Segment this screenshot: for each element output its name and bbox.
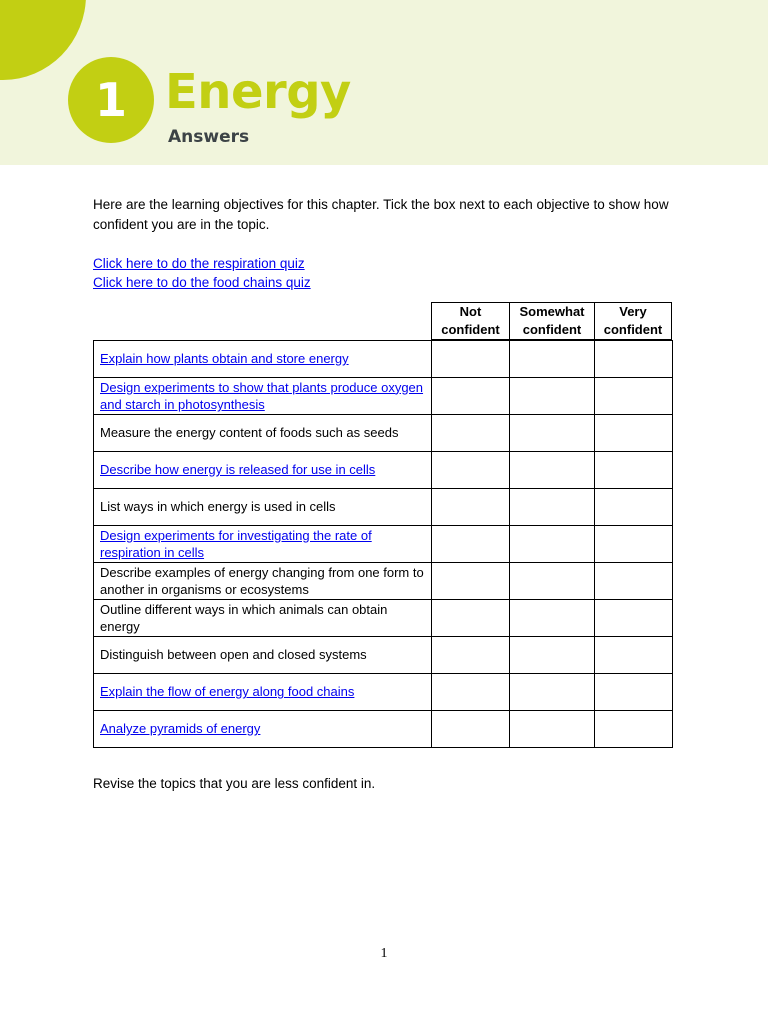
header-somewhat-confident: Somewhat confident	[510, 303, 595, 340]
tick-box-not-confident[interactable]	[432, 341, 510, 378]
objective-row	[94, 526, 673, 563]
tick-box-not-confident[interactable]	[432, 711, 510, 748]
tick-box-very-confident[interactable]	[595, 711, 673, 748]
objective-text: Distinguish between open and closed systems	[100, 647, 367, 663]
tick-box-very-confident[interactable]	[595, 378, 673, 415]
tick-box-somewhat-confident[interactable]	[510, 600, 595, 637]
tick-box-somewhat-confident[interactable]	[510, 341, 595, 378]
objective-cell	[94, 341, 432, 378]
tick-box-not-confident[interactable]	[432, 674, 510, 711]
tick-box-very-confident[interactable]	[595, 489, 673, 526]
tick-box-not-confident[interactable]	[432, 378, 510, 415]
objective-row	[94, 674, 673, 711]
tick-box-very-confident[interactable]	[595, 452, 673, 489]
tick-box-not-confident[interactable]	[432, 600, 510, 637]
tick-box-very-confident[interactable]	[595, 415, 673, 452]
tick-box-not-confident[interactable]	[432, 637, 510, 674]
objective-cell	[94, 489, 432, 526]
header-very-confident: Very confident	[595, 303, 672, 340]
objective-cell	[94, 563, 432, 600]
objective-row	[94, 341, 673, 378]
chapter-number: 1	[94, 73, 127, 127]
objective-text: Outline different ways in which animals can obtain energy	[100, 601, 388, 634]
objective-row	[94, 415, 673, 452]
objective-text: List ways in which energy is used in cells	[100, 499, 336, 515]
tick-box-somewhat-confident[interactable]	[510, 674, 595, 711]
corner-decoration	[0, 0, 86, 80]
tick-box-not-confident[interactable]	[432, 526, 510, 563]
tick-box-very-confident[interactable]	[595, 600, 673, 637]
tick-box-somewhat-confident[interactable]	[510, 378, 595, 415]
objective-cell	[94, 378, 432, 415]
tick-box-somewhat-confident[interactable]	[510, 526, 595, 563]
objective-text: Describe examples of energy changing from one form to another in organisms or ecosystems	[100, 564, 424, 597]
tick-box-somewhat-confident[interactable]	[510, 563, 595, 600]
objectives-table	[93, 340, 673, 748]
tick-box-very-confident[interactable]	[595, 674, 673, 711]
tick-box-not-confident[interactable]	[432, 489, 510, 526]
tick-box-somewhat-confident[interactable]	[510, 489, 595, 526]
respiration-quiz-link[interactable]: Click here to do the respiration quiz	[93, 256, 305, 271]
tick-box-not-confident[interactable]	[432, 563, 510, 600]
chapter-number-badge	[68, 57, 154, 143]
tick-box-very-confident[interactable]	[595, 341, 673, 378]
tick-box-not-confident[interactable]	[432, 415, 510, 452]
confidence-header	[431, 302, 672, 340]
objective-link[interactable]: Design experiments to show that plants produce oxygen and starch in photosynthesis	[100, 379, 424, 412]
tick-box-very-confident[interactable]	[595, 637, 673, 674]
quiz-links	[93, 254, 311, 292]
tick-box-very-confident[interactable]	[595, 526, 673, 563]
header-band	[0, 0, 768, 165]
tick-box-somewhat-confident[interactable]	[510, 452, 595, 489]
objective-link[interactable]: Describe how energy is released for use in cells	[100, 462, 376, 478]
tick-box-somewhat-confident[interactable]	[510, 415, 595, 452]
tick-box-somewhat-confident[interactable]	[510, 637, 595, 674]
objective-text: Measure the energy content of foods such as seeds	[100, 425, 399, 441]
intro-text: Here are the learning objectives for this chapter. Tick the box next to each objective to show how confident you are in the topic.	[93, 197, 669, 232]
tick-box-very-confident[interactable]	[595, 563, 673, 600]
chapter-title: Energy	[165, 64, 351, 120]
food-chains-quiz-link[interactable]: Click here to do the food chains quiz	[93, 275, 311, 290]
objective-cell	[94, 674, 432, 711]
objective-row	[94, 637, 673, 674]
objective-link[interactable]: Design experiments for investigating the rate of respiration in cells	[100, 527, 372, 560]
objective-link[interactable]: Explain the flow of energy along food chains	[100, 684, 355, 700]
objective-link[interactable]: Analyze pyramids of energy	[100, 721, 261, 737]
objective-row	[94, 489, 673, 526]
chapter-subtitle: Answers	[168, 127, 250, 147]
objective-link[interactable]: Explain how plants obtain and store energy	[100, 351, 349, 367]
tick-box-somewhat-confident[interactable]	[510, 711, 595, 748]
objective-cell	[94, 600, 432, 637]
objective-cell	[94, 452, 432, 489]
page-number: 1	[380, 946, 388, 961]
objective-row	[94, 378, 673, 415]
objective-cell	[94, 637, 432, 674]
objective-cell	[94, 711, 432, 748]
objective-row	[94, 711, 673, 748]
objective-row	[94, 600, 673, 637]
tick-box-not-confident[interactable]	[432, 452, 510, 489]
objective-cell	[94, 415, 432, 452]
header-not-confident: Not confident	[432, 303, 510, 340]
objective-row	[94, 563, 673, 600]
objective-cell	[94, 526, 432, 563]
objective-row	[94, 452, 673, 489]
closing-text: Revise the topics that you are less confident in.	[93, 776, 376, 791]
